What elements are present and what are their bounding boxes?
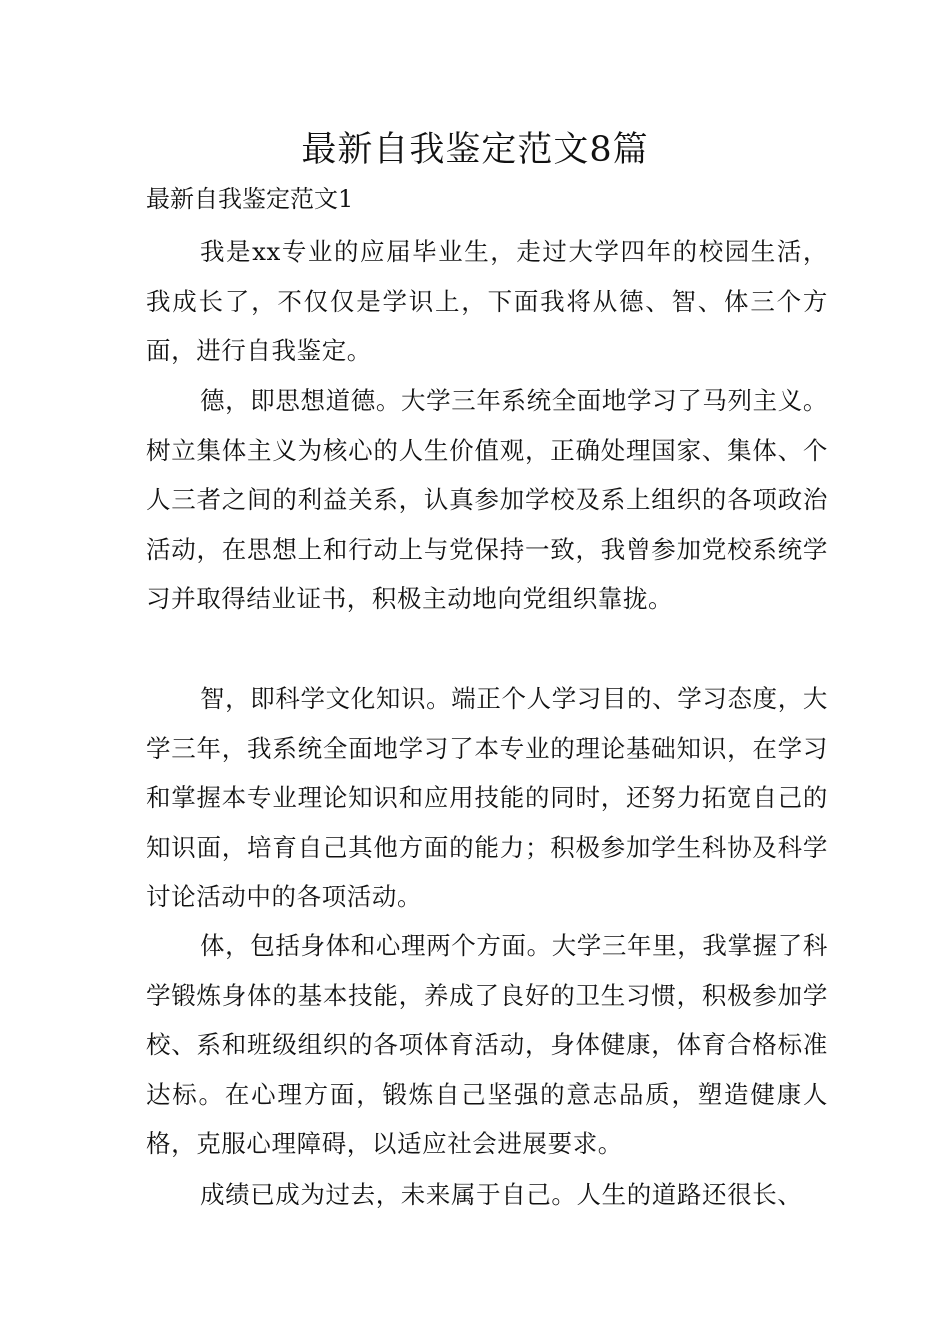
paragraph-intro: 我是xx专业的应届毕业生，走过大学四年的校园生活，我成长了，不仅仅是学识上，下面我将从德、智、体三个方面，进行自我鉴定。 (146, 237, 828, 366)
paragraph-future: 成绩已成为过去，未来属于自己。人生的道路还很长、 (200, 1180, 803, 1209)
paragraph-morality: 德，即思想道德。大学三年系统全面地学习了马列主义。树立集体主义为核心的人生价值观，正确处理国家、集体、个人三者之间的利益关系，认真参加学校及系上组织的各项政治活动，在思想上和行动上与党保持一致，我曾参加党校系统学习并取得结业证书，积极主动地向党组织靠拢。 (146, 386, 828, 614)
paragraph-physical: 体，包括身体和心理两个方面。大学三年里，我掌握了科学锻炼身体的基本技能，养成了良好的卫生习惯，积极参加学校、系和班级组织的各项体育活动，身体健康，体育合格标准达标。在心理方面，锻炼自己坚强的意志品质，塑造健康人格，克服心理障碍，以适应社会进展要求。 (146, 931, 828, 1159)
document-title: 最新自我鉴定范文8篇 (301, 130, 649, 170)
paragraph-intellect: 智，即科学文化知识。端正个人学习目的、学习态度，大学三年，我系统全面地学习了本专业的理论基础知识，在学习和掌握本专业理论知识和应用技能的同时，还努力拓宽自己的知识面，培育自己其他方面的能力；积极参加学生科协及科学讨论活动中的各项活动。 (146, 684, 828, 912)
section-heading: 最新自我鉴定范文1 (146, 185, 354, 213)
